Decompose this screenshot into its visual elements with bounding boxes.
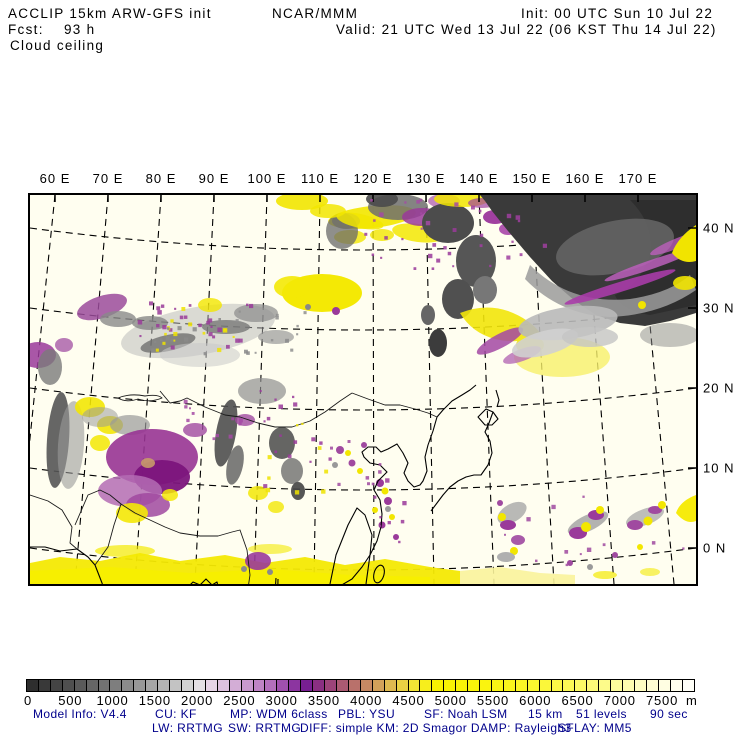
model-timestep: 90 sec [650, 707, 688, 721]
colorbar-tick-label: 6500 [561, 693, 594, 708]
colorbar-tick-label: 4500 [392, 693, 425, 708]
lat-tick-label: 30 N [703, 300, 735, 316]
colorbar-cell [682, 679, 695, 692]
lon-tick-label: 60 E [39, 171, 71, 186]
sf-scheme: SF: Noah LSM [424, 707, 508, 721]
field-label: Cloud ceiling [10, 38, 105, 53]
lat-tick-label: 20 N [703, 380, 735, 396]
lon-tick-label: 170 E [618, 171, 658, 186]
cloud-field-ocean-se [494, 495, 696, 570]
forecast-hour: Fcst: 93 h [8, 22, 96, 37]
cu-scheme: CU: KF [155, 707, 197, 721]
colorbar [27, 679, 695, 692]
colorbar-tick-label: 5000 [434, 693, 467, 708]
lat-tick-label: 40 N [703, 220, 735, 236]
colorbar-tick-label: 7000 [603, 693, 636, 708]
lon-tick-label: 100 E [247, 171, 287, 186]
colorbar-tick-label: 3500 [307, 693, 340, 708]
colorbar-tick-label: 1000 [96, 693, 129, 708]
colorbar-tick-label: 3000 [265, 693, 298, 708]
lat-tick-label: 0 N [703, 540, 727, 556]
pbl-scheme: PBL: YSU [338, 707, 396, 721]
lw-scheme: LW: RRTMG [152, 721, 223, 735]
diff-scheme: DIFF: simple KM: 2D Smagor DAMP: Rayleigh3 [300, 721, 572, 735]
colorbar-unit-label: m [686, 693, 698, 708]
center-name: NCAR/MMM [272, 6, 359, 21]
colorbar-tick-label: 7500 [645, 693, 679, 708]
map-canvas [30, 195, 696, 584]
colorbar-tick-label: 5500 [476, 693, 510, 708]
vertical-levels: 51 levels [576, 707, 627, 721]
valid-time: Valid: 21 UTC Wed 13 Jul 22 (06 KST Thu 14 Jul 22) [336, 22, 717, 37]
model-title: ACCLIP 15km ARW-GFS init [8, 6, 212, 21]
colorbar-tick-label: 6000 [519, 693, 552, 708]
lon-tick-label: 90 E [198, 171, 230, 186]
lon-tick-label: 110 E [300, 171, 340, 186]
grid-resolution: 15 km [528, 707, 563, 721]
lon-tick-label: 120 E [353, 171, 393, 186]
colorbar-tick-label: 4000 [350, 693, 383, 708]
lon-tick-label: 140 E [459, 171, 499, 186]
colorbar-tick-label: 2500 [223, 693, 256, 708]
sflay-scheme: SFLAY: MM5 [558, 721, 632, 735]
sw-scheme: SW: RRTMG [228, 721, 302, 735]
lon-tick-label: 160 E [565, 171, 605, 186]
colorbar-tick-label: 2000 [181, 693, 214, 708]
colorbar-tick-label: 500 [58, 693, 83, 708]
lon-tick-label: 80 E [145, 171, 177, 186]
lon-tick-label: 70 E [92, 171, 124, 186]
lon-tick-label: 130 E [406, 171, 446, 186]
lon-tick-label: 150 E [512, 171, 552, 186]
model-info-version: Model Info: V4.4 [33, 707, 127, 721]
mp-scheme: MP: WDM 6class [230, 707, 328, 721]
colorbar-tick-label: 0 [23, 693, 33, 708]
map-plot [28, 193, 698, 586]
colorbar-tick-label: 1500 [138, 693, 171, 708]
cloud-field-seasia [238, 378, 399, 540]
init-time: Init: 00 UTC Sun 10 Jul 22 [521, 6, 714, 21]
lat-tick-label: 10 N [703, 460, 735, 476]
